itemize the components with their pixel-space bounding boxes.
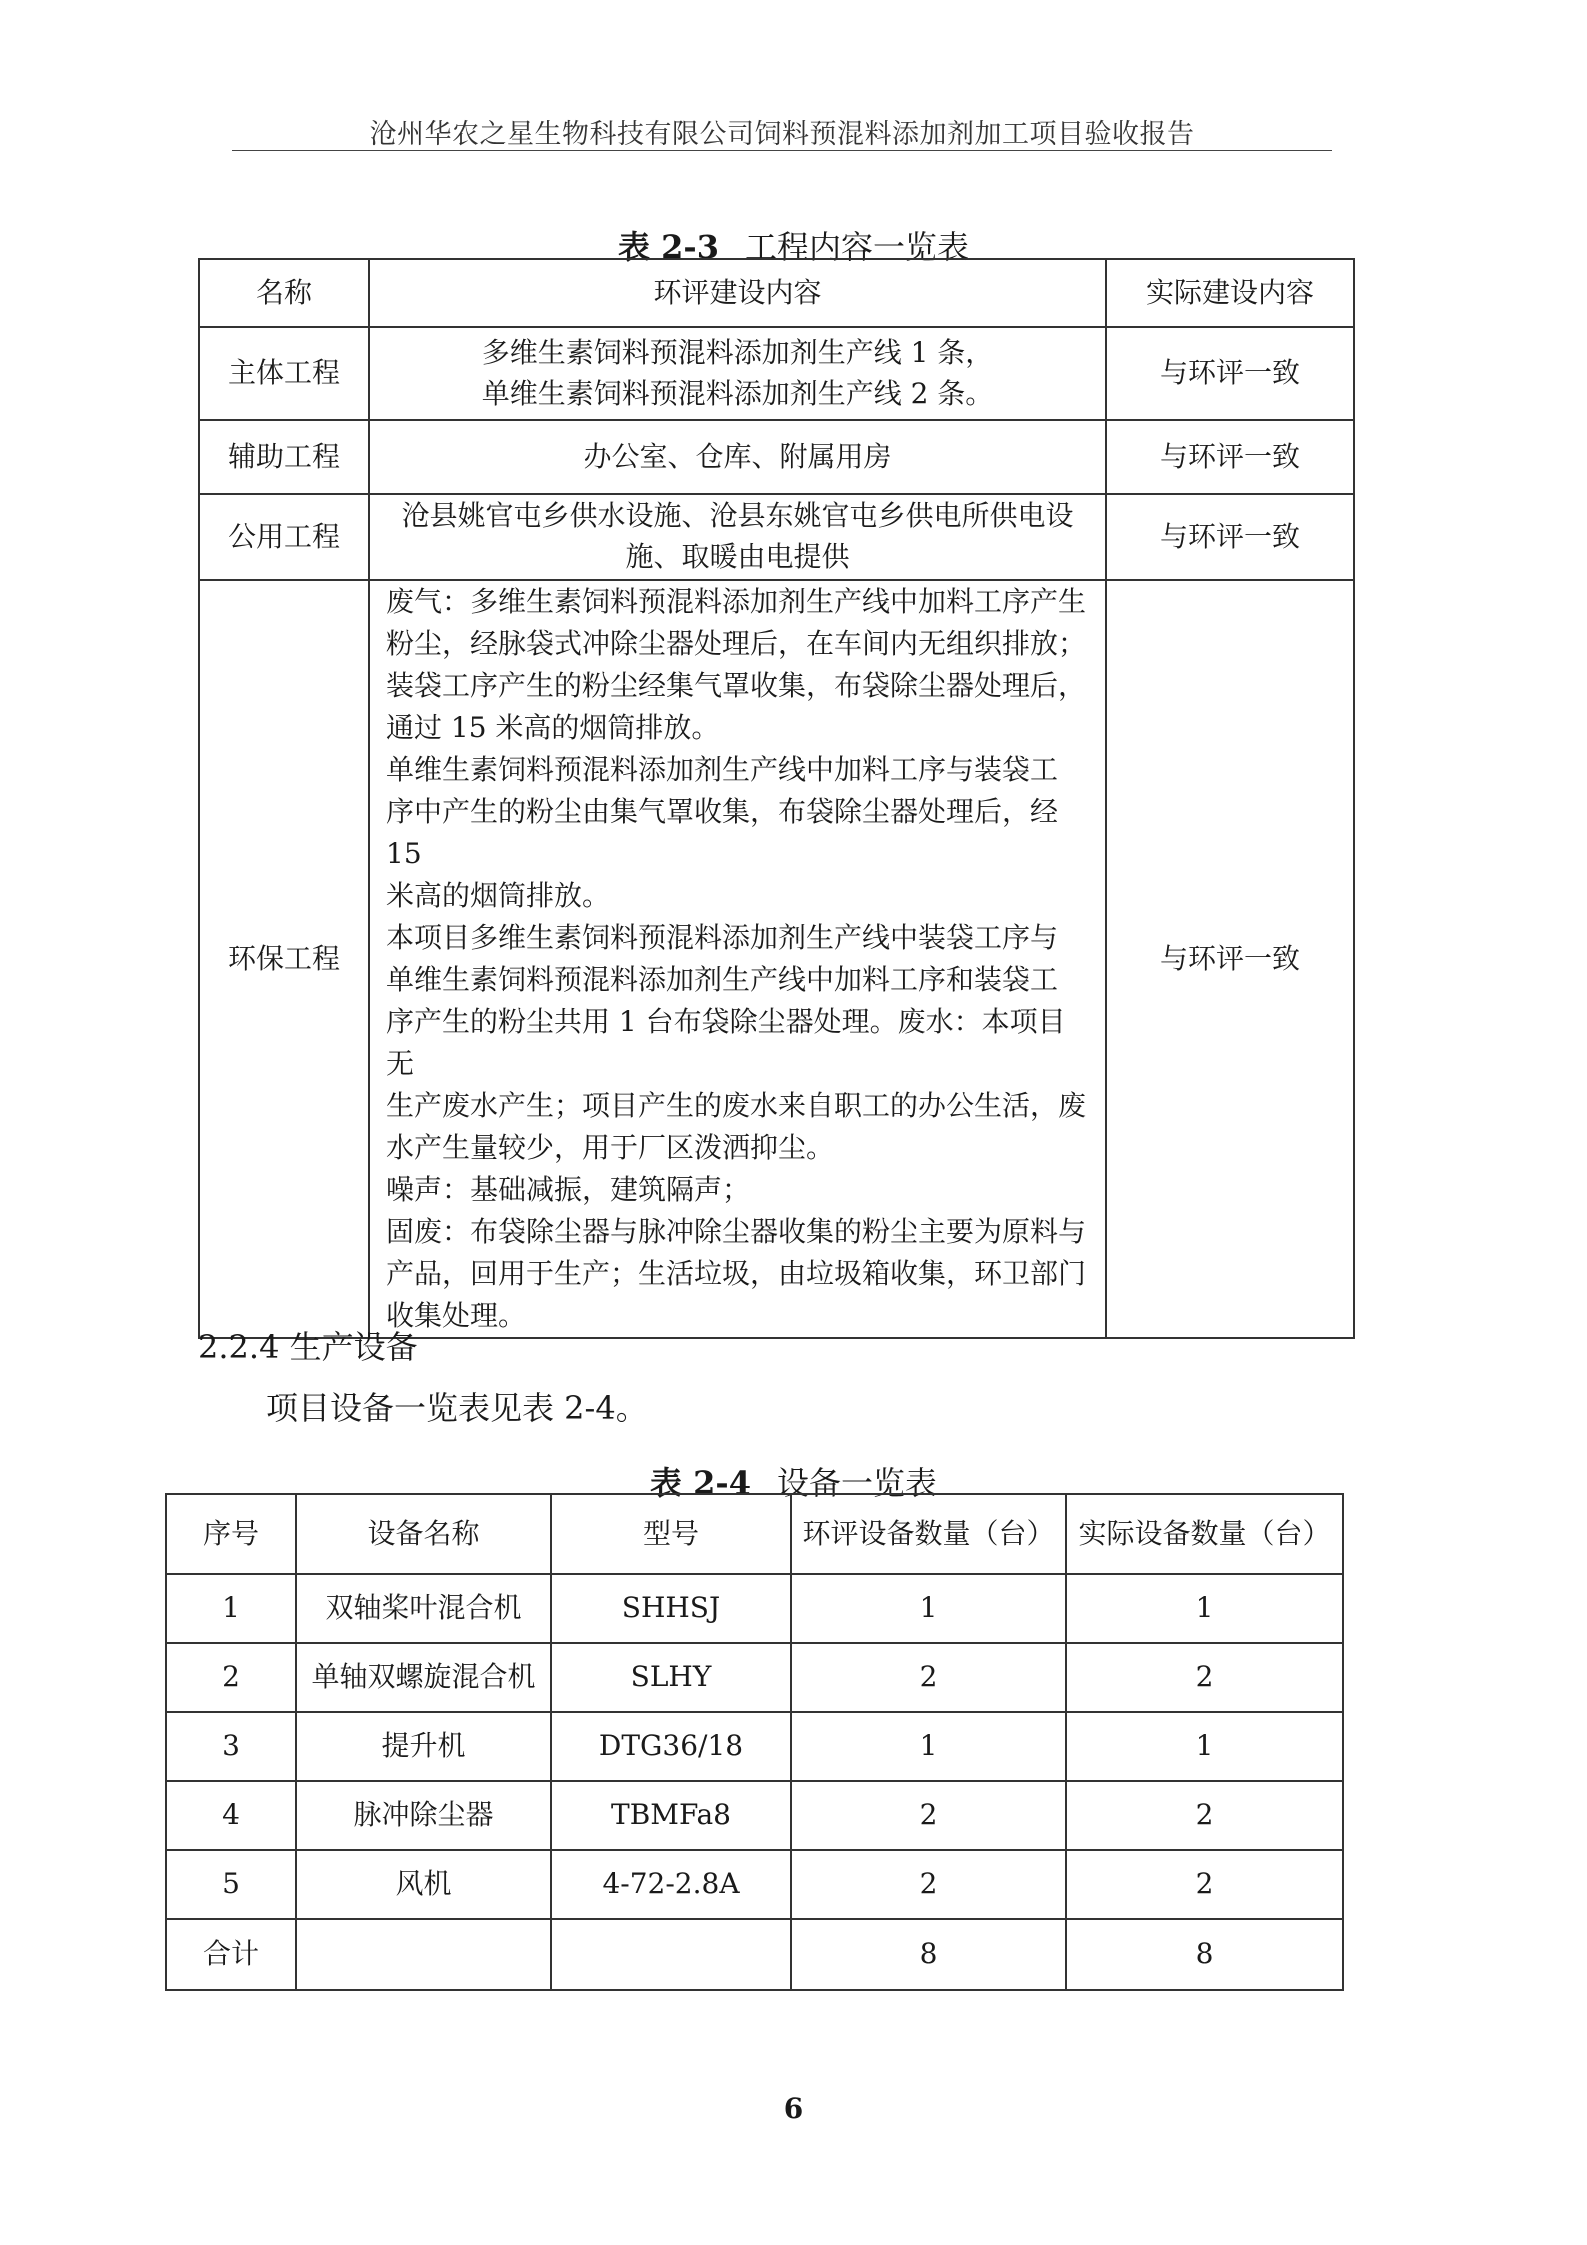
table-row: [166, 1643, 1343, 1712]
cell-eia-qty: 2: [791, 1850, 1066, 1919]
cell-model: SHHSJ: [551, 1574, 791, 1643]
header-cell: 实际建设内容: [1106, 259, 1354, 327]
cell-total-label: 合计: [166, 1919, 296, 1990]
table-2-4-title: 设备一览表: [776, 1464, 937, 1502]
table-row: [199, 420, 1354, 494]
cell-eia-qty: 1: [791, 1574, 1066, 1643]
table-row: [166, 1574, 1343, 1643]
cell-equipment: 提升机: [296, 1712, 551, 1781]
row-actual: 与环评一致: [1106, 494, 1354, 580]
table-row: [199, 580, 1354, 1338]
section-number: 2.2.4: [198, 1328, 280, 1366]
header-cell: 实际设备数量（台）: [1066, 1494, 1343, 1574]
cell-model: TBMFa8: [551, 1781, 791, 1850]
cell-equipment: 脉冲除尘器: [296, 1781, 551, 1850]
table-row: [166, 1850, 1343, 1919]
cell-equipment: 双轴桨叶混合机: [296, 1574, 551, 1643]
header-cell: 型号: [551, 1494, 791, 1574]
table-header-row: [166, 1494, 1343, 1574]
row-name: 公用工程: [199, 494, 369, 580]
cell-actual-qty: 1: [1066, 1574, 1343, 1643]
table-header-row: [199, 259, 1354, 327]
cell-eia-qty: 8: [791, 1919, 1066, 1990]
table-2-3-title: 工程内容一览表: [744, 228, 969, 266]
content-line: 固废：布袋除尘器与脉冲除尘器收集的粉尘主要为原料与: [386, 1215, 1087, 1248]
content-line: 收集处理。: [386, 1299, 527, 1332]
row-name: 辅助工程: [199, 420, 369, 494]
cell-actual-qty: 2: [1066, 1643, 1343, 1712]
header-cell: 环评设备数量（台）: [791, 1494, 1066, 1574]
content-line: 沧县姚官屯乡供水设施、沧县东姚官屯乡供电所供电设: [401, 499, 1074, 533]
row-content: [369, 327, 1106, 420]
content-line: 粉尘，经脉袋式冲除尘器处理后，在车间内无组织排放；: [386, 627, 1087, 660]
cell-model: DTG36/18: [551, 1712, 791, 1781]
cell-model: SLHY: [551, 1643, 791, 1712]
running-header: 沧州华农之星生物科技有限公司饲料预混料添加剂加工项目验收报告: [369, 119, 1195, 150]
cell-actual-qty: 8: [1066, 1919, 1343, 1990]
content-line: 噪声：基础减振，建筑隔声；: [386, 1173, 751, 1206]
table-2-4-label: 表 2-4: [650, 1464, 751, 1502]
content-line: 单维生素饲料预混料添加剂生产线中加料工序和装袋工: [386, 963, 1059, 996]
table-row: [199, 327, 1354, 420]
row-actual: 与环评一致: [1106, 327, 1354, 420]
header-cell: 序号: [166, 1494, 296, 1574]
cell-equipment: 单轴双螺旋混合机: [296, 1643, 551, 1712]
cell-model: [551, 1919, 791, 1990]
row-name: 环保工程: [199, 580, 369, 1338]
cell-equipment: [296, 1919, 551, 1990]
content-line: 废气：多维生素饲料预混料添加剂生产线中加料工序产生: [386, 585, 1087, 618]
row-content: [369, 580, 1106, 1338]
header-cell: 设备名称: [296, 1494, 551, 1574]
section-title: 生产设备: [289, 1328, 418, 1366]
cell-actual-qty: 1: [1066, 1712, 1343, 1781]
content-line: 通过 15 米高的烟筒排放。: [386, 711, 720, 744]
table-2-4: [165, 1493, 1344, 1991]
content-line: 本项目多维生素饲料预混料添加剂生产线中装袋工序与: [386, 921, 1059, 954]
cell-index: 3: [166, 1712, 296, 1781]
cell-actual-qty: 2: [1066, 1781, 1343, 1850]
row-content: [369, 494, 1106, 580]
table-2-3: [198, 258, 1355, 1339]
cell-index: 2: [166, 1643, 296, 1712]
content-line: 米高的烟筒排放。: [386, 879, 611, 912]
content-line: 单维生素饲料预混料添加剂生产线中加料工序与装袋工: [386, 753, 1059, 786]
content-line: 施、取暖由电提供: [625, 540, 850, 573]
row-name: 主体工程: [199, 327, 369, 420]
content-line: 序产生的粉尘共用 1 台布袋除尘器处理。废水：本项目无: [386, 1005, 1066, 1080]
content-line: 生产废水产生；项目产生的废水来自职工的办公生活，废: [386, 1089, 1087, 1122]
table-row: [199, 494, 1354, 580]
content-line: 单维生素饲料预混料添加剂生产线 2 条。: [481, 376, 994, 410]
cell-index: 5: [166, 1850, 296, 1919]
row-actual: 与环评一致: [1106, 420, 1354, 494]
cell-actual-qty: 2: [1066, 1850, 1343, 1919]
content-line: 装袋工序产生的粉尘经集气罩收集，布袋除尘器处理后，: [386, 669, 1087, 702]
content-line: 水产生量较少，用于厂区泼洒抑尘。: [386, 1131, 835, 1164]
cell-eia-qty: 2: [791, 1643, 1066, 1712]
header-rule: [232, 150, 1332, 151]
row-content: [369, 420, 1106, 494]
content-line: 办公室、仓库、附属用房: [583, 439, 892, 473]
cell-model: 4-72-2.8A: [551, 1850, 791, 1919]
table-2-3-label: 表 2-3: [618, 228, 719, 266]
header-cell: 名称: [199, 259, 369, 327]
header-cell: 环评建设内容: [369, 259, 1106, 327]
content-line: 多维生素饲料预混料添加剂生产线 1 条，: [481, 335, 994, 369]
page-number: 6: [783, 2092, 804, 2125]
table-total-row: [166, 1919, 1343, 1990]
cell-index: 1: [166, 1574, 296, 1643]
cell-eia-qty: 1: [791, 1712, 1066, 1781]
cell-eia-qty: 2: [791, 1781, 1066, 1850]
row-actual: 与环评一致: [1106, 580, 1354, 1338]
content-line: 产品，回用于生产；生活垃圾，由垃圾箱收集，环卫部门: [386, 1257, 1087, 1290]
section-heading: [198, 1322, 418, 1368]
table-row: [166, 1781, 1343, 1850]
content-line: 序中产生的粉尘由集气罩收集，布袋除尘器处理后，经 15: [386, 795, 1059, 870]
table-row: [166, 1712, 1343, 1781]
cell-index: 4: [166, 1781, 296, 1850]
cell-equipment: 风机: [296, 1850, 551, 1919]
intro-paragraph: 项目设备一览表见表 2-4。: [266, 1389, 648, 1427]
